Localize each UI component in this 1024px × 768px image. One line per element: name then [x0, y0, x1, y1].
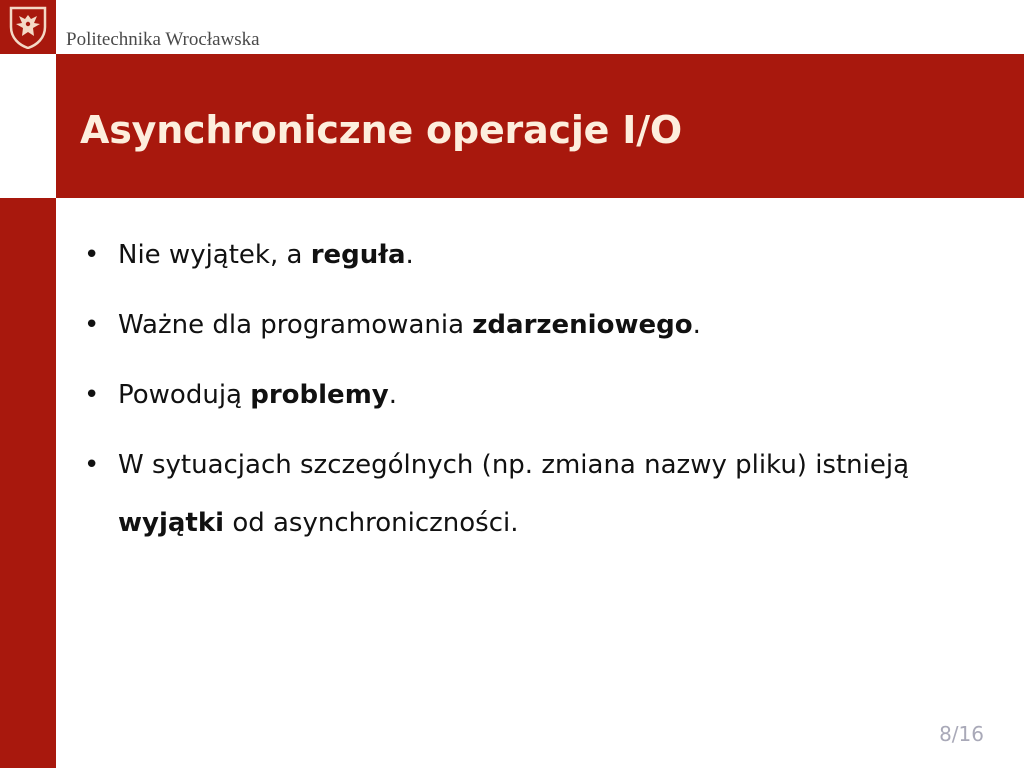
bullet-list — [80, 226, 960, 564]
bullet-text-end: . — [388, 380, 397, 410]
institution-name: Politechnika Wrocławska — [66, 29, 260, 50]
bullet-item — [80, 436, 960, 552]
bullet-bold-text: zdarzeniowego — [472, 310, 693, 340]
bullet-text-end: . — [405, 240, 414, 270]
bullet-item — [80, 296, 960, 354]
bullet-text: Nie wyjątek, a — [118, 240, 311, 270]
logo — [0, 0, 56, 54]
bullet-text: Ważne dla programowania — [118, 310, 473, 340]
bullet-icon: • — [84, 240, 100, 270]
bullet-bold-text: wyjątki — [118, 508, 225, 538]
bullet-bold-text: reguła — [310, 240, 406, 270]
bullet-item — [80, 226, 960, 284]
bullet-icon: • — [84, 310, 100, 340]
bullet-icon: • — [84, 450, 100, 480]
bullet-icon: • — [84, 380, 100, 410]
bullet-text: W sytuacjach szczególnych (np. zmiana nazwy pliku) istnieją — [118, 450, 910, 480]
bullet-text-end: od asynchroniczności. — [224, 508, 519, 538]
bullet-text-end: . — [692, 310, 701, 340]
page-number: 8/16 — [939, 722, 984, 746]
slide-title: Asynchroniczne operacje I/O — [80, 108, 682, 152]
bullet-text: Powodują — [118, 380, 251, 410]
bullet-item — [80, 366, 960, 424]
bullet-bold-text: problemy — [250, 380, 389, 410]
eagle-shield-icon — [7, 5, 49, 49]
left-accent-bar — [0, 198, 56, 768]
